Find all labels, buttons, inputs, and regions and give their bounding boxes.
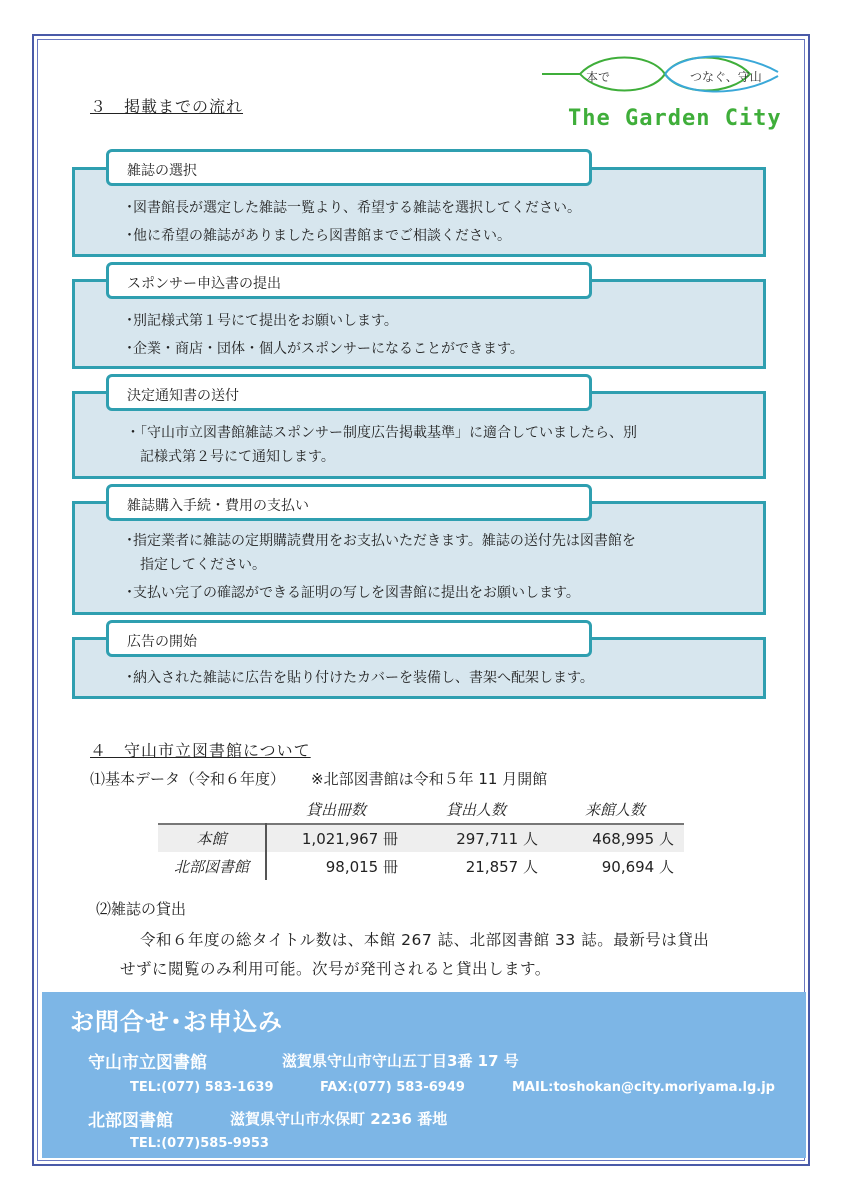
basic-data-title: ⑴基本データ（令和６年度） [90, 770, 286, 788]
section4-heading: ４ 守山市立図書館について [90, 741, 311, 760]
step-label-2: スポンサー申込書の提出 [106, 262, 592, 299]
cell-main-visitors: 468,995 人 [546, 824, 684, 852]
table-row [158, 852, 684, 880]
cell-main-borrowers: 297,711 人 [406, 824, 546, 852]
table-row [158, 824, 684, 852]
step-3-line-1: ・「守山市立図書館雑誌スポンサー制度広告掲載基準」に適合していましたら、別 [126, 425, 637, 441]
table-header-row [158, 796, 684, 824]
main-library-address: 滋賀県守山市守山五丁目3番 17 号 [282, 1052, 519, 1070]
magazine-lending-line-1: 令和６年度の総タイトル数は、本館 267 誌、北部図書館 33 誌。最新号は貸出 [140, 931, 710, 949]
col-header-visitors: 来館人数 [584, 801, 645, 819]
basic-data-subheading [90, 768, 547, 789]
step-1-line-1: ･図書館長が選定した雑誌一覧より、希望する雑誌を選択してください。 [126, 200, 581, 216]
step-2-line-2: ･企業・商店・団体・個人がスポンサーになることができます。 [126, 341, 524, 357]
cell-north-visitors: 90,694 人 [601, 857, 674, 876]
north-library-address: 滋賀県守山市水保町 2236 番地 [230, 1110, 448, 1128]
step-3-line-2: 記様式第２号にて通知します。 [126, 449, 335, 465]
main-library-mail[interactable]: MAIL:toshokan@city.moriyama.lg.jp [512, 1080, 775, 1095]
cell-north-borrowers: 21,857 人 [465, 857, 538, 876]
step-5-line-1: ･納入された雑誌に広告を貼り付けたカバーを装備し、書架へ配架します。 [126, 670, 594, 686]
magazine-lending-subheading: ⑵雑誌の貸出 [96, 900, 187, 918]
row-header-north: 北部図書館 [158, 852, 266, 880]
step-2-line-1: ･別記様式第１号にて提出をお願いします。 [126, 313, 398, 329]
step-4-line-1: ･指定業者に雑誌の定期購読費用をお支払いただきます。雑誌の送付先は図書館を [126, 533, 636, 549]
table-corner [158, 796, 266, 824]
step-label-4: 雑誌購入手続・費用の支払い [106, 484, 592, 521]
col-header-loans: 貸出冊数 [305, 801, 366, 819]
logo-tagline-right: つなぐ、守山 [690, 70, 762, 84]
contact-title: お問合せ･お申込み [70, 1008, 283, 1036]
north-library-tel: TEL:(077)585-9953 [130, 1136, 269, 1151]
col-header-borrowers: 貸出人数 [445, 801, 506, 819]
basic-data-note: ※北部図書館は令和５年 11 月開館 [311, 770, 548, 788]
step-label-3: 決定通知書の送付 [106, 374, 592, 411]
library-stats-table [158, 796, 684, 880]
step-1-line-2: ･他に希望の雑誌がありましたら図書館までご相談ください。 [126, 228, 511, 244]
main-library-name: 守山市立図書館 [88, 1053, 207, 1073]
logo-title: The Garden City [568, 106, 782, 131]
main-library-fax: FAX:(077) 583-6949 [320, 1080, 465, 1095]
step-4-line-2: 指定してください。 [126, 557, 266, 573]
north-library-name: 北部図書館 [88, 1111, 173, 1131]
main-library-tel: TEL:(077) 583-1639 [130, 1080, 274, 1095]
step-label-5: 広告の開始 [106, 620, 592, 657]
cell-north-loans: 98,015 冊 [325, 857, 398, 876]
step-label-1: 雑誌の選択 [106, 149, 592, 186]
cell-main-loans: 1,021,967 冊 [266, 824, 406, 852]
row-header-main: 本館 [158, 824, 266, 852]
contact-panel [42, 992, 806, 1158]
step-4-line-3: ･支払い完了の確認ができる証明の写しを図書館に提出をお願いします。 [126, 585, 580, 601]
section3-heading: ３ 掲載までの流れ [90, 97, 244, 116]
magazine-lending-line-2: せずに閲覧のみ利用可能。次号が発刊されると貸出します。 [120, 960, 551, 978]
logo-tagline-left: 本で [586, 70, 611, 84]
